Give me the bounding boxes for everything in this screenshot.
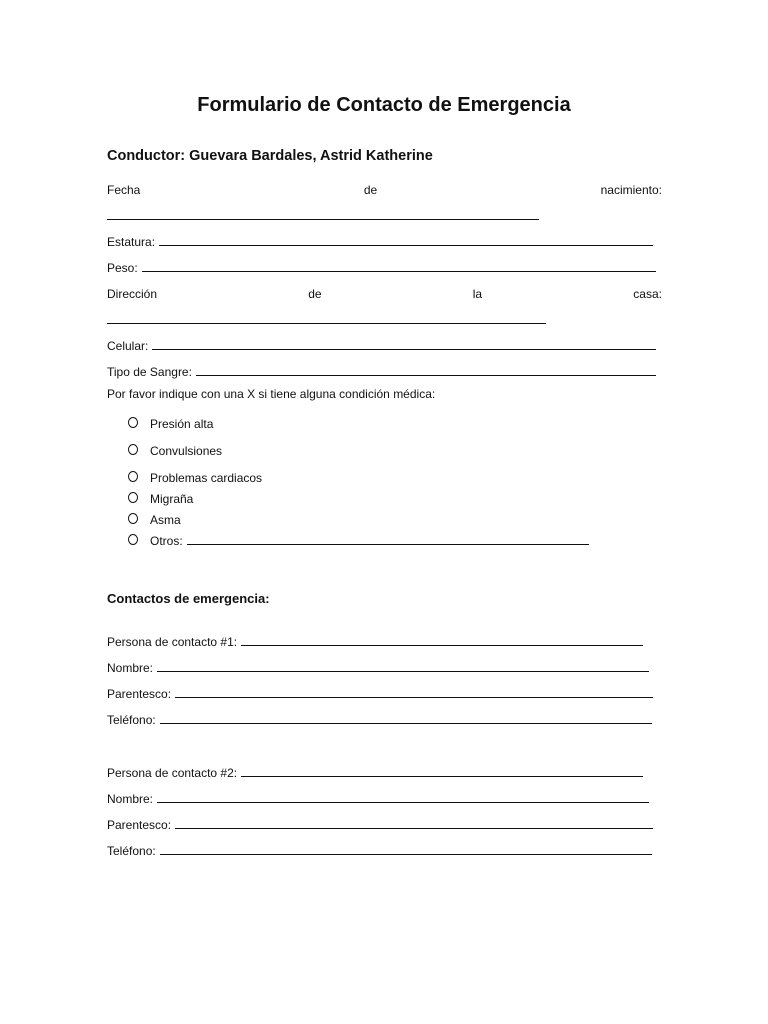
contact2-name-field[interactable] (157, 802, 649, 803)
condition-item[interactable] (128, 440, 222, 458)
checkbox-circle-icon[interactable] (128, 444, 138, 455)
checkbox-circle-icon[interactable] (128, 513, 138, 524)
contact1-relation-label: Parentesco: (107, 687, 172, 701)
checkbox-circle-icon[interactable] (128, 534, 138, 545)
condition-item[interactable] (128, 413, 213, 431)
contact1-phone-field[interactable] (160, 723, 652, 724)
address-word-1: Dirección (107, 287, 158, 301)
checkbox-circle-icon[interactable] (128, 471, 138, 482)
contact1-name-row (107, 657, 649, 675)
condition-label: Otros: (150, 534, 183, 548)
blood-type-label: Tipo de Sangre: (107, 365, 192, 379)
contact1-person-row (107, 631, 643, 649)
condition-label: Asma (150, 513, 181, 527)
contact2-phone-field[interactable] (160, 854, 652, 855)
birthdate-label (107, 179, 662, 197)
weight-label: Peso: (107, 261, 138, 275)
height-field[interactable] (159, 245, 653, 246)
checkbox-circle-icon[interactable] (128, 492, 138, 503)
address-field[interactable] (107, 323, 546, 324)
condition-label: Problemas cardiacos (150, 471, 263, 485)
condition-label: Presión alta (150, 417, 214, 431)
condition-label: Migraña (150, 492, 194, 506)
page-title: Formulario de Contacto de Emergencia (197, 94, 571, 116)
condition-item[interactable] (128, 467, 262, 485)
contact1-person-field[interactable] (241, 645, 643, 646)
birthdate-word-2: de (363, 183, 378, 197)
cell-row (107, 335, 656, 353)
contact2-phone-row (107, 840, 652, 858)
contact1-person-label: Persona de contacto #1: (107, 635, 238, 649)
address-word-2: de (308, 287, 322, 301)
condition-item[interactable] (128, 488, 193, 506)
blood-row (107, 361, 656, 379)
blood-type-field[interactable] (196, 375, 656, 376)
contact2-person-label: Persona de contacto #2: (107, 766, 238, 780)
emergency-contacts-heading: Contactos de emergencia: (107, 591, 270, 606)
contact1-relation-row (107, 683, 653, 701)
condition-item[interactable] (128, 509, 181, 527)
contact1-phone-label: Teléfono: (107, 713, 156, 727)
address-label (107, 283, 662, 301)
contact2-name-label: Nombre: (107, 792, 154, 806)
contact1-phone-row (107, 709, 652, 727)
cell-field[interactable] (152, 349, 656, 350)
condition-label: Convulsiones (150, 444, 223, 458)
driver-name: Conductor: Guevara Bardales, Astrid Katherine (107, 148, 433, 164)
height-row (107, 231, 653, 249)
height-label: Estatura: (107, 235, 156, 249)
weight-field[interactable] (142, 271, 656, 272)
address-word-3: la (472, 287, 483, 301)
checkbox-circle-icon[interactable] (128, 417, 138, 428)
address-word-4: casa: (633, 287, 662, 301)
contact1-name-label: Nombre: (107, 661, 154, 675)
contact2-relation-row (107, 814, 653, 832)
birthdate-word-3: nacimiento: (600, 183, 662, 197)
other-condition-field[interactable] (187, 544, 589, 545)
birthdate-field[interactable] (107, 219, 539, 220)
contact1-name-field[interactable] (157, 671, 649, 672)
contact2-person-row (107, 762, 643, 780)
contact2-person-field[interactable] (241, 776, 643, 777)
weight-row (107, 257, 656, 275)
contact2-name-row (107, 788, 649, 806)
contact2-phone-label: Teléfono: (107, 844, 156, 858)
contact1-relation-field[interactable] (175, 697, 653, 698)
contact2-relation-label: Parentesco: (107, 818, 172, 832)
condition-item-other[interactable] (128, 530, 589, 548)
contact2-relation-field[interactable] (175, 828, 653, 829)
cell-label: Celular: (107, 339, 149, 353)
birthdate-word-1: Fecha (107, 183, 141, 197)
medical-question: Por favor indique con una X si tiene alguna condición médica: (107, 387, 436, 401)
